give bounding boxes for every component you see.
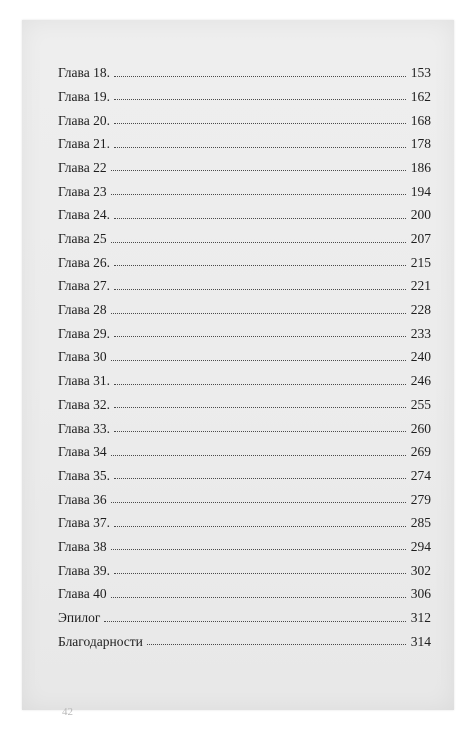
toc-entry-page: 215 (410, 254, 431, 270)
toc-entry (58, 246, 431, 270)
toc-entry (58, 222, 431, 246)
toc-entry-title: Глава 30 (58, 349, 107, 365)
dot-leader (114, 122, 406, 124)
toc-entry-page: 186 (410, 159, 431, 175)
toc-entry-title: Глава 34 (58, 444, 107, 460)
dot-leader (111, 241, 406, 243)
page-number: 42 (62, 706, 73, 718)
toc-entry (58, 103, 431, 127)
toc-entry-page: 274 (410, 467, 431, 483)
dot-leader (114, 406, 406, 408)
toc-entry-page: 285 (410, 515, 431, 531)
toc-entry-title: Глава 25 (58, 231, 107, 246)
dot-leader (114, 477, 406, 479)
toc-entry-page: 194 (410, 183, 431, 199)
dot-leader (114, 98, 406, 100)
toc-entry-title: Глава 27. (58, 278, 110, 294)
dot-leader (114, 572, 406, 574)
toc-entry-page: 294 (410, 538, 431, 554)
dot-leader (111, 548, 406, 550)
toc-entry-page: 153 (410, 65, 431, 81)
toc-entry (58, 553, 431, 577)
toc-entry-title: Глава 23 (58, 183, 107, 199)
toc-entry (58, 317, 431, 341)
toc-entry-page: 207 (410, 231, 431, 246)
toc-entry (58, 198, 431, 222)
toc-entry-title: Глава 28 (58, 302, 107, 318)
dot-leader (114, 146, 406, 148)
toc-entry-title: Глава 31. (58, 373, 110, 389)
dot-leader (114, 335, 406, 337)
dot-leader (114, 217, 406, 219)
toc-entry-title: Глава 40 (58, 586, 107, 602)
toc-entry-page: 255 (410, 396, 431, 412)
toc-entry (58, 411, 431, 435)
toc-entry (58, 174, 431, 198)
toc-entry-title: Глава 33. (58, 420, 110, 436)
toc-entry-page: 302 (410, 562, 431, 578)
toc-entry-title: Глава 29. (58, 325, 110, 341)
toc-entry-title: Глава 20. (58, 112, 110, 128)
dot-leader (111, 596, 406, 598)
toc-entry-page: 312 (410, 610, 431, 625)
toc-entry (58, 506, 431, 530)
dot-leader (104, 620, 406, 622)
toc-entry-page: 306 (410, 586, 431, 602)
dot-leader (147, 643, 406, 645)
toc-entry-title: Глава 39. (58, 562, 110, 578)
toc-entry (58, 293, 431, 317)
toc-entry (58, 625, 431, 649)
toc-entry-title: Глава 35. (58, 467, 110, 483)
toc-entry-title: Глава 36 (58, 491, 107, 507)
toc-entry-page: 269 (410, 444, 431, 460)
toc-entry-page: 279 (410, 491, 431, 507)
dot-leader (111, 169, 406, 171)
toc-entry-page: 240 (410, 349, 431, 365)
toc-entry-title: Глава 26. (58, 254, 110, 270)
dot-leader (114, 288, 406, 290)
toc-entry-page: 233 (410, 325, 431, 341)
toc-entry-title: Глава 22 (58, 159, 107, 175)
toc-entry (58, 364, 431, 388)
dot-leader (114, 430, 406, 432)
dot-leader (114, 525, 406, 527)
toc-entry-title: Благодарности (58, 633, 143, 649)
toc-entry-page: 168 (410, 112, 431, 128)
dot-leader (114, 383, 406, 385)
toc-entry-page: 162 (410, 88, 431, 104)
toc-entry-title: Глава 21. (58, 136, 110, 152)
toc-entry-title: Глава 37. (58, 515, 110, 531)
table-of-contents (58, 56, 431, 648)
toc-entry-page: 314 (410, 633, 431, 649)
toc-entry-page: 178 (410, 136, 431, 152)
toc-entry-title: Эпилог (58, 610, 101, 625)
dot-leader (114, 75, 406, 77)
toc-entry-page: 246 (410, 373, 431, 389)
toc-entry-page: 200 (410, 207, 431, 223)
toc-entry-page: 228 (410, 302, 431, 318)
toc-entry (58, 388, 431, 412)
toc-entry (58, 435, 431, 459)
toc-entry (58, 269, 431, 293)
toc-entry-page: 260 (410, 420, 431, 436)
toc-entry-title: Глава 38 (58, 538, 107, 554)
toc-entry-title: Глава 24. (58, 207, 110, 223)
dot-leader (111, 454, 406, 456)
dot-leader (111, 312, 406, 314)
dot-leader (111, 501, 406, 503)
dot-leader (114, 264, 406, 266)
toc-entry-title: Глава 18. (58, 65, 110, 81)
toc-entry-title: Глава 19. (58, 88, 110, 104)
toc-entry (58, 577, 431, 601)
toc-entry (58, 601, 431, 625)
toc-entry (58, 482, 431, 506)
dot-leader (111, 359, 406, 361)
dot-leader (111, 193, 406, 195)
toc-entry (58, 459, 431, 483)
toc-entry (58, 127, 431, 151)
toc-entry-title: Глава 32. (58, 396, 110, 412)
toc-entry (58, 56, 431, 80)
toc-entry (58, 530, 431, 554)
toc-entry (58, 340, 431, 364)
toc-entry (58, 80, 431, 104)
toc-entry-page: 221 (410, 278, 431, 294)
toc-entry (58, 151, 431, 175)
